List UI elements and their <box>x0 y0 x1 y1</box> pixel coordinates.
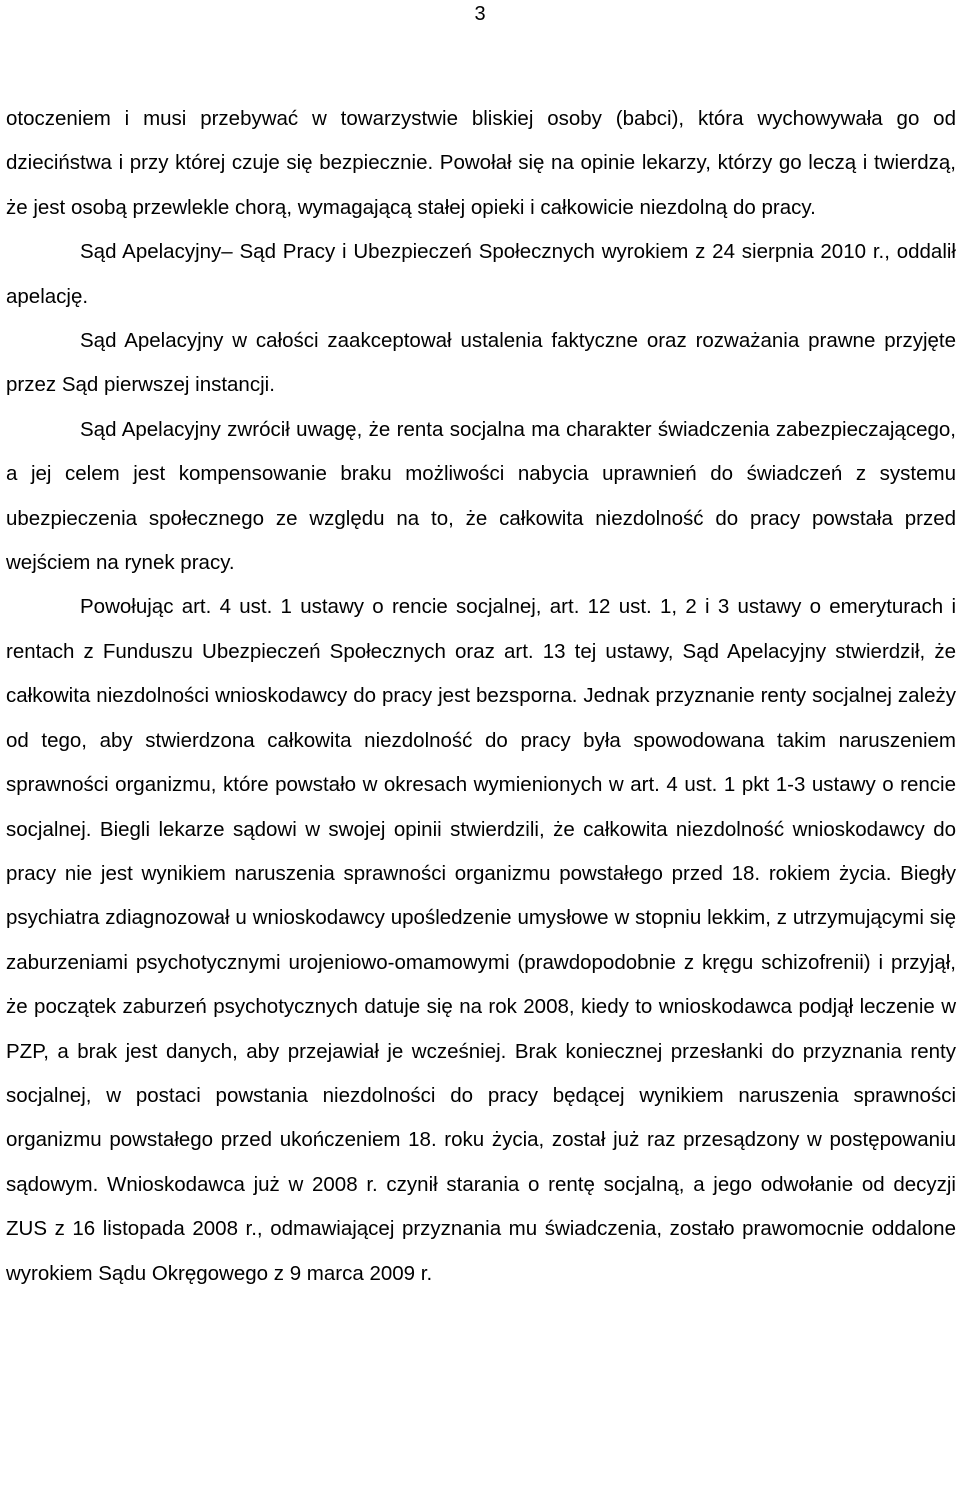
document-body <box>6 97 956 1296</box>
paragraph-continuation: otoczeniem i musi przebywać w towarzystwie bliskiej osoby (babci), która wychowywała go od dzieciństwa i przy której czuje się bezpiecznie. Powołał się na opinie lekarzy, którzy go leczą i twierdzą, że jest osobą przewlekle chorą, wymagającą stałej opieki i całkowicie niezdolną do pracy. <box>6 107 956 219</box>
paragraph-findings-accepted: Sąd Apelacyjny w całości zaakceptował ustalenia faktyczne oraz rozważania prawne przyjęte przez Sąd pierwszej instancji. <box>6 329 956 397</box>
paragraph-legal-basis: Powołując art. 4 ust. 1 ustawy o rencie socjalnej, art. 12 ust. 1, 2 i 3 ustawy o emeryturach i rentach z Funduszu Ubezpieczeń Społecznych oraz art. 13 tej ustawy, Sąd Apelacyjny stwierdził, że całkowita niezdolności wnioskodawcy do pracy jest bezsporna. Jednak przyznanie renty socjalnej zależy od tego, aby stwierdzona całkowita niezdolność do pracy była spowodowana takim naruszeniem sprawności organizmu, które powstało w okresach wymienionych w art. 4 ust. 1 pkt 1-3 ustawy o rencie socjalnej. Biegli lekarze sądowi w swojej opinii stwierdzili, że całkowita niezdolność wnioskodawcy do pracy nie jest wynikiem naruszenia sprawności organizmu powstałego przed 18. rokiem życia. Biegły psychiatra zdiagnozował u wnioskodawcy upośledzenie umysłowe w stopniu lekkim, z utrzymującymi się zaburzeniami psychotycznymi urojeniowo-omamowymi (prawdopodobnie z kręgu schizofrenii) i przyjął, że początek zaburzeń psychotycznych datuje się na rok 2008, kiedy to wnioskodawca podjął leczenie w PZP, a brak jest danych, aby przejawiał je wcześniej. Brak koniecznej przesłanki do przyznania renty socjalnej, w postaci powstania niezdolności do pracy będącej wynikiem naruszenia sprawności organizmu powstałego przed ukończeniem 18. roku życia, został już raz przesądzony w postępowaniu sądowym. Wnioskodawca już w 2008 r. czynił starania o rentę socjalną, a jego odwołanie od decyzji ZUS z 16 listopada 2008 r., odmawiającej przyznania mu świadczenia, zostało prawomocnie oddalone wyrokiem Sądu Okręgowego z 9 marca 2009 r. <box>6 595 956 1285</box>
paragraph-appeal-dismissed: Sąd Apelacyjny– Sąd Pracy i Ubezpieczeń Społecznych wyrokiem z 24 sierpnia 2010 r., oddalił apelację. <box>6 240 956 308</box>
paragraph-social-pension-character: Sąd Apelacyjny zwrócił uwagę, że renta socjalna ma charakter świadczenia zabezpieczającego, a jej celem jest kompensowanie braku możliwości nabycia uprawnień do świadczeń z systemu ubezpieczenia społecznego ze względu na to, że całkowita niezdolność do pracy powstała przed wejściem na rynek pracy. <box>6 417 956 575</box>
page-number: 3 <box>474 3 486 25</box>
